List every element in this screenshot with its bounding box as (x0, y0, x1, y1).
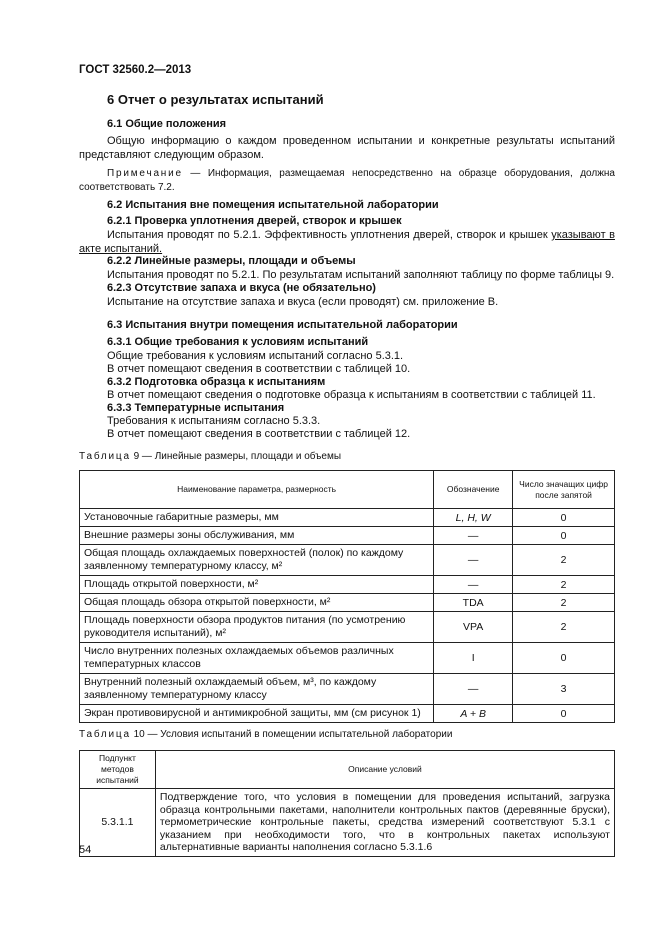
table-row (80, 612, 615, 643)
section-6-2-3-title: 6.2.3 Отсутствие запаха и вкуса (не обязательно) (107, 282, 376, 294)
note (79, 167, 615, 194)
section-6-2-1-title: 6.2.1 Проверка уплотнения дверей, створок и крышек (107, 215, 402, 227)
table-9 (79, 470, 615, 723)
section-6-3-3-text-1: Требования к испытаниям согласно 5.3.3. (107, 415, 321, 427)
table-9-header-digits: Число значащих цифр после запятой (513, 471, 615, 509)
note-text: — Информация, размещаемая непосредственно на образце оборудования, должна соответствовать 7.2. (79, 168, 615, 193)
table-cell-digits: 3 (513, 674, 615, 705)
table-cell-digits: 2 (513, 576, 615, 594)
section-6-2-2-title: 6.2.2 Линейные размеры, площади и объемы (107, 255, 356, 267)
table-10 (79, 750, 615, 857)
table-10-caption (79, 729, 452, 740)
table-9-caption-label: Таблица (79, 451, 131, 462)
table-cell-name: Общая площадь охлаждаемых поверхностей (полок) по каждому заявленному температурному классу, м² (80, 545, 434, 576)
table-9-header-symbol: Обозначение (434, 471, 513, 509)
note-label: Примечание (107, 168, 183, 179)
section-6-3-title: 6.3 Испытания внутри помещения испытательной лаборатории (107, 319, 458, 331)
section-6-2-1-text-b: указывают в акте испытаний. (79, 229, 615, 255)
table-10-header-row (80, 751, 615, 789)
table-cell-name: Площадь открытой поверхности, м² (80, 576, 434, 594)
table-9-caption (79, 451, 341, 462)
table-cell-subclause: 5.3.1.1 (80, 789, 156, 857)
table-row (80, 509, 615, 527)
table-cell-digits: 2 (513, 612, 615, 643)
table-cell-symbol: I (434, 643, 513, 674)
section-6-3-3-title: 6.3.3 Температурные испытания (107, 402, 285, 414)
section-6-2-3-text: Испытание на отсутствие запаха и вкуса (если проводят) см. приложение В. (107, 296, 499, 308)
table-cell-name: Число внутренних полезных охлаждаемых объемов различных температурных классов (80, 643, 434, 674)
table-10-caption-text: 10 — Условия испытаний в помещении испытательной лаборатории (130, 729, 453, 740)
table-10-header-subclause: Подпункт методов испытаний (80, 751, 156, 789)
table-row (80, 705, 615, 723)
table-cell-symbol: — (434, 576, 513, 594)
table-cell-name: Внешние размеры зоны обслуживания, мм (80, 527, 434, 545)
table-cell-symbol: — (434, 545, 513, 576)
table-cell-symbol: TDA (434, 594, 513, 612)
table-cell-name: Площадь поверхности обзора продуктов питания (по усмотрению руководителя испытаний), м² (80, 612, 434, 643)
section-6-1-title: 6.1 Общие положения (107, 118, 227, 130)
table-row (80, 576, 615, 594)
page-number: 54 (79, 844, 92, 856)
table-cell-description: Подтверждение того, что условия в помещении для проведения испытаний, загрузка образца контрольными пакетами, наполнители контрольных пактов (деревянные бруски), термометрические контрольные пакеты, средства измерений соответствуют 5.3.1 с указанием при необходимости того, что в контрольных пакетах используют альтернативные варианты наполнения согласно 5.3.1.6 (155, 789, 614, 857)
section-6-3-3-text-2: В отчет помещают сведения в соответствии с таблицей 12. (107, 428, 411, 440)
table-cell-name: Установочные габаритные размеры, мм (80, 509, 434, 527)
table-cell-digits: 0 (513, 705, 615, 723)
table-cell-digits: 0 (513, 509, 615, 527)
table-10-header-description: Описание условий (155, 751, 614, 789)
table-cell-digits: 2 (513, 594, 615, 612)
table-cell-digits: 0 (513, 527, 615, 545)
table-cell-symbol: — (434, 527, 513, 545)
table-row (80, 594, 615, 612)
section-6-2-title: 6.2 Испытания вне помещения испытательной лаборатории (107, 199, 439, 211)
section-6-title: 6 Отчет о результатах испытаний (107, 92, 324, 107)
table-9-header-row (80, 471, 615, 509)
table-10-caption-label: Таблица (79, 729, 131, 740)
section-6-3-1-text-1: Общие требования к условиям испытаний согласно 5.3.1. (107, 350, 404, 362)
document-header: ГОСТ 32560.2—2013 (79, 64, 192, 76)
section-6-3-1-text-2: В отчет помещают сведения в соответствии с таблицей 10. (107, 363, 411, 375)
section-6-2-1-text (79, 228, 615, 256)
section-6-3-2-text: В отчет помещают сведения о подготовке образца к испытаниям в соответствии с таблицей 11. (107, 389, 596, 401)
table-cell-digits: 0 (513, 643, 615, 674)
table-cell-symbol: A + B (434, 705, 513, 723)
table-cell-symbol: VPA (434, 612, 513, 643)
section-6-1-text: Общую информацию о каждом проведенном испытании и конкретные результаты испытаний представляют следующим образом. (79, 135, 615, 161)
table-row (80, 674, 615, 705)
table-row (80, 527, 615, 545)
section-6-2-1-text-a: Испытания проводят по 5.2.1. Эффективность уплотнения дверей, створок и крышек (107, 229, 552, 241)
table-row (80, 789, 615, 857)
table-9-header-name: Наименование параметра, размерность (80, 471, 434, 509)
table-9-caption-text: 9 — Линейные размеры, площади и объемы (130, 451, 342, 462)
table-cell-name: Внутренний полезный охлаждаемый объем, м³, по каждому заявленному температурному классу (80, 674, 434, 705)
table-cell-name: Общая площадь обзора открытой поверхности, м² (80, 594, 434, 612)
table-cell-symbol: L, H, W (434, 509, 513, 527)
table-row (80, 545, 615, 576)
table-cell-digits: 2 (513, 545, 615, 576)
section-6-3-1-title: 6.3.1 Общие требования к условиям испытаний (107, 336, 369, 348)
section-6-2-2-text: Испытания проводят по 5.2.1. По результатам испытаний заполняют таблицу по форме таблицы 9. (107, 269, 615, 281)
table-row (80, 643, 615, 674)
table-cell-symbol: — (434, 674, 513, 705)
table-cell-name: Экран противовирусной и антимикробной защиты, мм (см рисунок 1) (80, 705, 434, 723)
section-6-3-2-title: 6.3.2 Подготовка образца к испытаниям (107, 376, 326, 388)
